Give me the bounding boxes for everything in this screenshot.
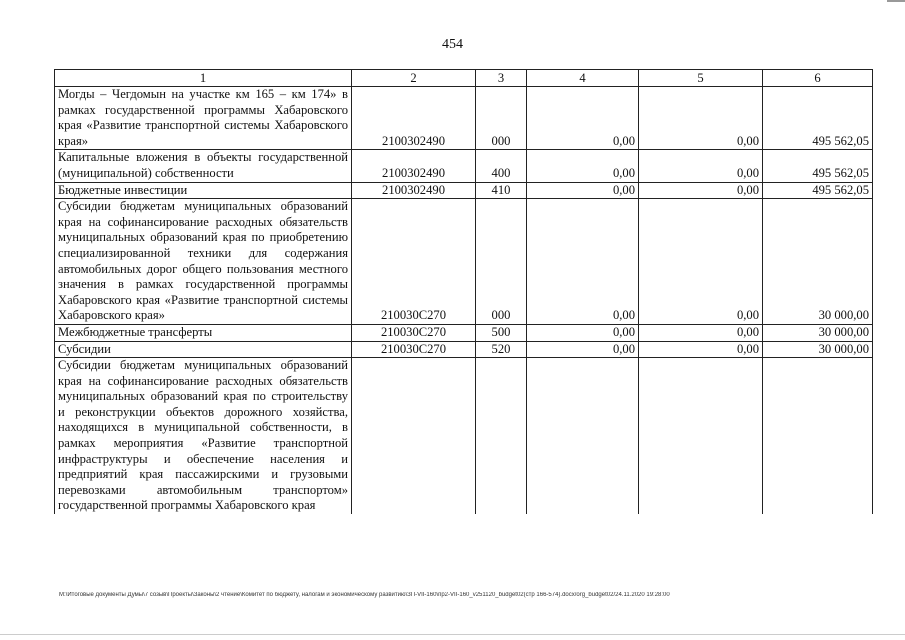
row-value-col4: 0,00 [527,150,639,182]
row-value-col5: 0,00 [639,182,763,199]
row-value-col6: 495 562,05 [763,150,873,182]
row-value-col4: 0,00 [527,87,639,150]
row-expense-type [476,358,527,514]
row-target-code: 210030С270 [352,199,476,325]
row-value-col6: 495 562,05 [763,182,873,199]
row-value-col5: 0,00 [639,87,763,150]
table-row [55,324,873,341]
row-value-col4: 0,00 [527,182,639,199]
row-target-code [352,358,476,514]
row-name: Субсидии бюджетам муниципальных образований края на софинансирование расходных обязательств муниципальных образований края по приобретению специализированной техники для содержания автомобильных дорог общего пользования местного значения в рамках государственной программы Хабаровского края «Развитие транспортной системы Хабаровского края» [55,199,352,325]
scan-corner-mark [887,0,905,2]
row-expense-type: 000 [476,87,527,150]
header-col-6: 6 [763,70,873,87]
scan-edge-line [0,634,905,635]
table-row [55,341,873,358]
row-name: Могды – Чегдомын на участке км 165 – км 174» в рамках государственной программы Хабаровского края «Развитие транспортной системы Хабаровского края» [55,87,352,150]
row-value-col5 [639,358,763,514]
row-value-col5: 0,00 [639,341,763,358]
document-path-footer: M:\Итоговые документы Думы\7 созыв\Проекты\Законы\2 чтение\Комитет по бюджету, налогам и экономическому развитию\ЗП-VII-160\пр2-VII-160_v251120_budget02(стр 166-574).docx/org_budget02/24.11.2020 19:28:00 [59,592,670,598]
row-value-col4 [527,358,639,514]
header-col-5: 5 [639,70,763,87]
row-target-code: 2100302490 [352,150,476,182]
table-row [55,87,873,150]
header-col-4: 4 [527,70,639,87]
row-target-code: 2100302490 [352,182,476,199]
row-value-col6: 30 000,00 [763,199,873,325]
row-value-col4: 0,00 [527,324,639,341]
row-target-code: 210030С270 [352,341,476,358]
row-value-col4: 0,00 [527,341,639,358]
header-col-1: 1 [55,70,352,87]
row-expense-type: 400 [476,150,527,182]
row-name: Субсидии бюджетам муниципальных образований края на софинансирование расходных обязательств муниципальных образований края по строительству и реконструкции объектов дорожного хозяйства, находящихся в муниципальной собственности, в рамках мероприятия «Развитие транспортной инфраструктуры и обеспечение населения и предприятий края пассажирскими и грузовыми перевозками автомобильным транспортом» государственной программы Хабаровского края [55,358,352,514]
row-value-col5: 0,00 [639,150,763,182]
row-value-col6: 30 000,00 [763,341,873,358]
row-expense-type: 410 [476,182,527,199]
row-name: Бюджетные инвестиции [55,182,352,199]
table-row [55,358,873,514]
row-target-code: 2100302490 [352,87,476,150]
header-col-2: 2 [352,70,476,87]
row-value-col4: 0,00 [527,199,639,325]
row-name: Капитальные вложения в объекты государственной (муниципальной) собственности [55,150,352,182]
row-name: Субсидии [55,341,352,358]
row-value-col5: 0,00 [639,324,763,341]
row-expense-type: 500 [476,324,527,341]
header-col-3: 3 [476,70,527,87]
table-row [55,182,873,199]
row-target-code: 210030С270 [352,324,476,341]
row-value-col6 [763,358,873,514]
page-number: 454 [442,37,463,52]
table-row [55,199,873,325]
row-expense-type: 520 [476,341,527,358]
row-value-col6: 30 000,00 [763,324,873,341]
row-expense-type: 000 [476,199,527,325]
row-value-col6: 495 562,05 [763,87,873,150]
table-row [55,150,873,182]
budget-table [54,69,873,514]
table-header-row [55,70,873,87]
row-name: Межбюджетные трансферты [55,324,352,341]
row-value-col5: 0,00 [639,199,763,325]
